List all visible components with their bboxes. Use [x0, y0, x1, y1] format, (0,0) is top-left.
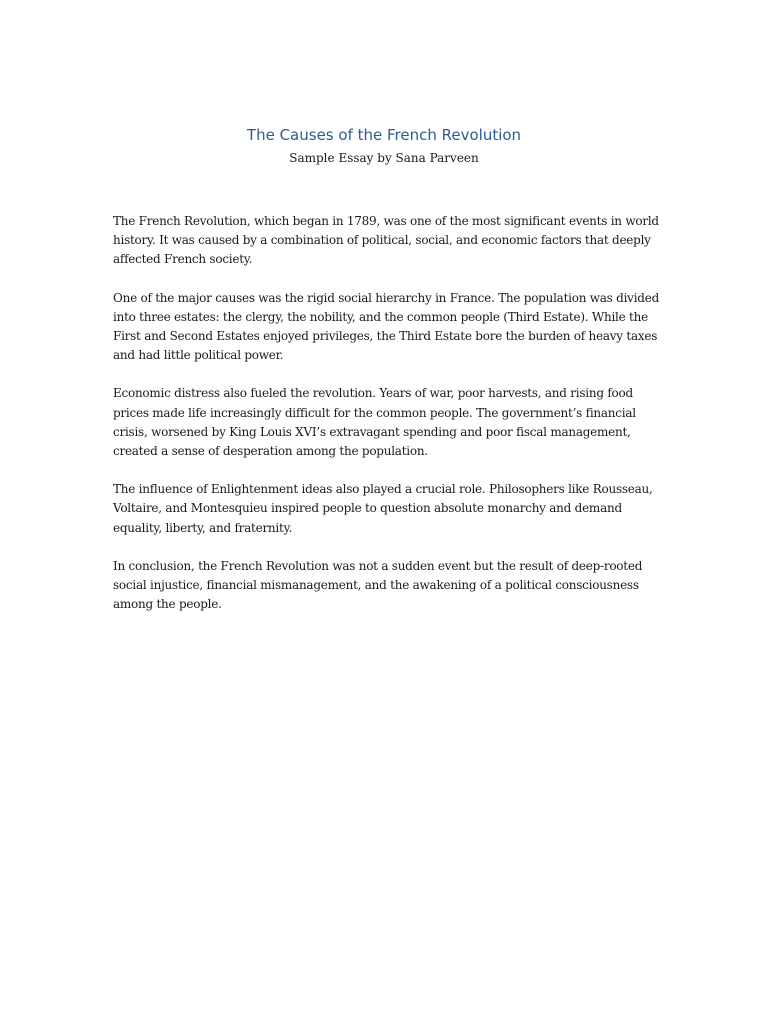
essay-paragraph-2: One of the major causes was the rigid social hierarchy in France. The population was divided into three estates: the clergy, the nobility, and the common people (Third Estate). While the First and Second Estates enjoyed privileges, the Third Estate bore the burden of heavy taxes and had little political power.	[113, 290, 659, 363]
essay-body	[113, 212, 661, 633]
essay-paragraph-1: The French Revolution, which began in 1789, was one of the most significant events in world history. It was caused by a combination of political, social, and economic factors that deeply affected French society.	[113, 214, 659, 267]
essay-paragraph-5: In conclusion, the French Revolution was not a sudden event but the result of deep-rooted social injustice, financial mismanagement, and the awakening of a political consciousness among the people.	[113, 558, 643, 612]
document-subtitle: Sample Essay by Sana Parveen	[289, 151, 479, 165]
essay-paragraph-3: Economic distress also fueled the revolution. Years of war, poor harvests, and rising food prices made life increasingly difficult for the common people. The government’s financial crisis, worsened by King Louis XVI’s extravagant spending and poor fiscal management, created a sense of desperation among the population.	[113, 386, 636, 459]
essay-paragraph-4: The influence of Enlightenment ideas also played a crucial role. Philosophers like Rousseau, Voltaire, and Montesquieu inspired people to question absolute monarchy and demand equality, liberty, and fraternity.	[113, 482, 653, 535]
document-title: The Causes of the French Revolution	[246, 126, 522, 144]
